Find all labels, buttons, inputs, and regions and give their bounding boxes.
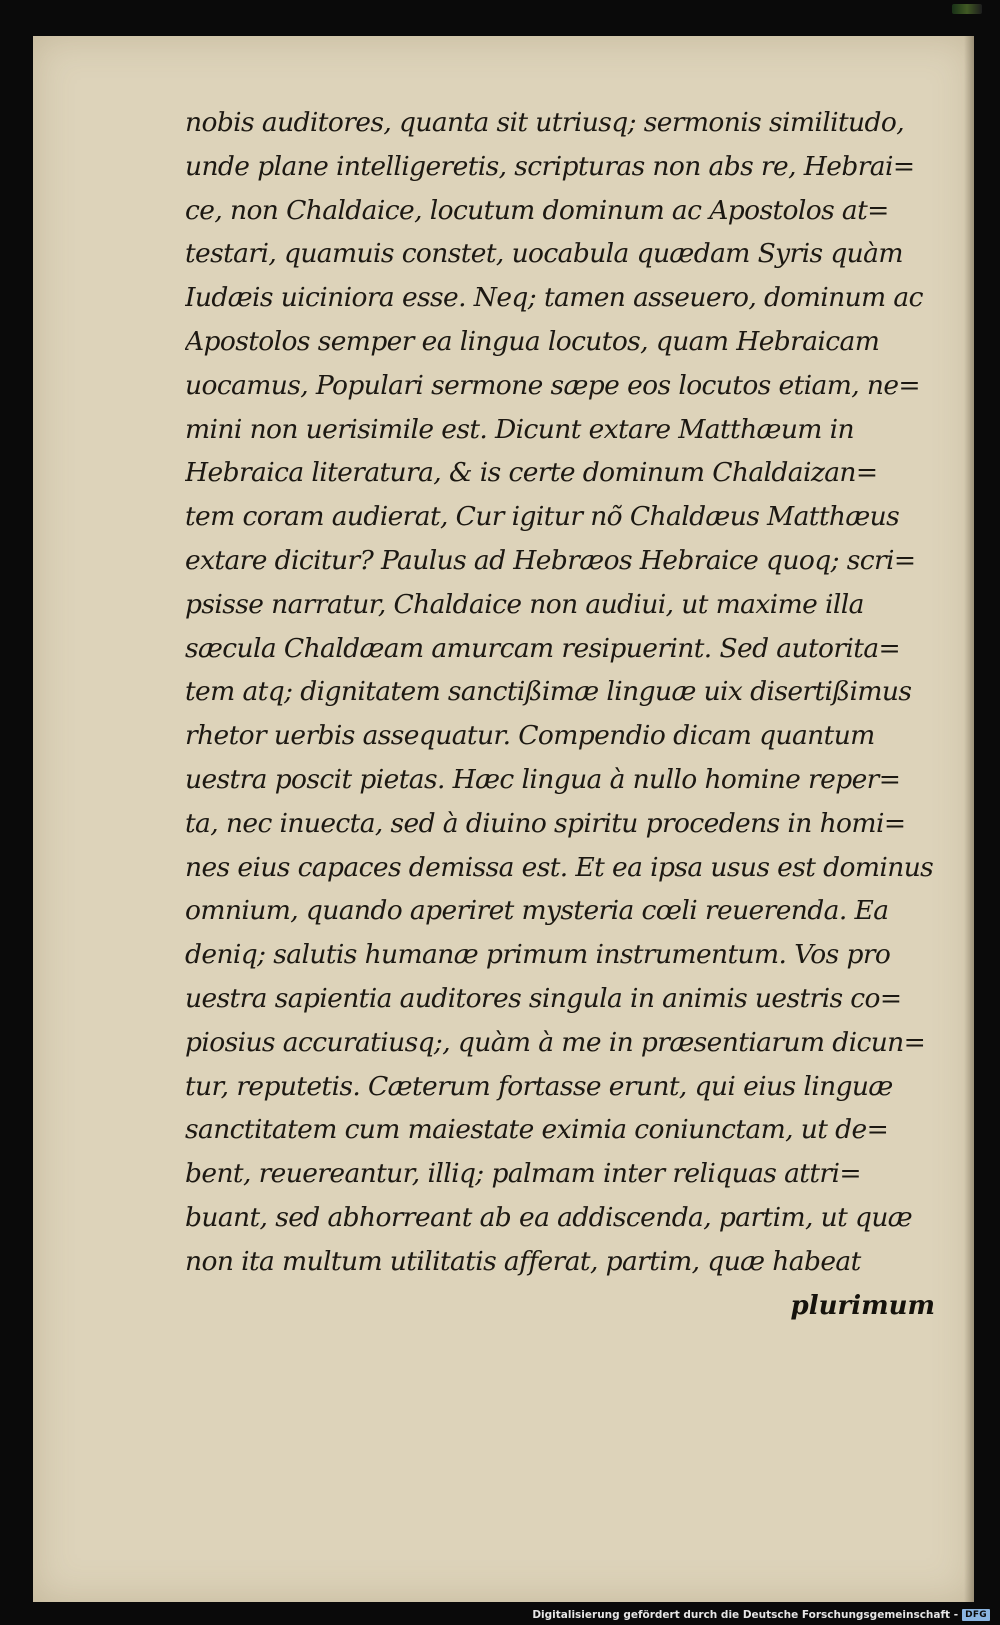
footer-credit-text: Digitalisierung gefördert durch die Deutsche Forschungsgemeinschaft -	[532, 1609, 959, 1621]
page-text-block	[185, 101, 945, 1328]
text-line: non ita multum utilitatis afferat, partim, quæ habeat	[185, 1245, 861, 1277]
text-line: buant, sed abhorreant ab ea addiscenda, partim, ut quæ	[185, 1201, 913, 1233]
catchword: plurimum	[790, 1290, 935, 1321]
digitization-footer	[532, 1609, 990, 1621]
text-line: ce, non Chaldaice, locutum dominum ac Apostolos at=	[185, 194, 889, 226]
text-line: nobis auditores, quanta sit utriusq; sermonis similitudo,	[185, 107, 905, 138]
text-line: extare dicitur? Paulus ad Hebræos Hebraice quoq; scri=	[185, 544, 916, 576]
text-line: nes eius capaces demissa est. Et ea ipsa usus est dominus	[185, 851, 934, 883]
text-line: bent, reuereantur, illiq; palmam inter reliquas attri=	[185, 1158, 861, 1190]
text-line: ta, nec inuecta, sed à diuino spiritu procedens in homi=	[185, 807, 906, 839]
text-line: testari, quamuis constet, uocabula quædam Syris quàm	[185, 238, 903, 270]
text-line: rhetor uerbis assequatur. Compendio dicam quantum	[185, 720, 875, 752]
text-line: omnium, quando aperiret mysteria cœli reuerenda. Ea	[185, 895, 889, 927]
color-calibration-mark	[952, 4, 982, 14]
text-line: Iudæis uiciniora esse. Neq; tamen asseuero, dominum ac	[185, 282, 923, 314]
page-edge-shadow	[964, 36, 974, 1602]
book-page	[33, 36, 974, 1602]
text-line: piosius accuratiusq;, quàm à me in præsentiarum dicun=	[185, 1026, 926, 1058]
text-line: tem coram audierat, Cur igitur nõ Chaldæus Matthæus	[185, 501, 900, 533]
text-line: deniq; salutis humanæ primum instrumentum. Vos pro	[185, 939, 891, 971]
text-line: Hebraica literatura, & is certe dominum Chaldaizan=	[185, 457, 878, 489]
text-line: unde plane intelligeretis, scripturas non abs re, Hebrai=	[185, 150, 915, 182]
dfg-logo-icon: DFG	[962, 1609, 990, 1621]
text-line: tem atq; dignitatem sanctißimæ linguæ uix disertißimus	[185, 676, 912, 708]
text-line: tur, reputetis. Cæterum fortasse erunt, qui eius linguæ	[185, 1070, 893, 1102]
text-line: sanctitatem cum maiestate eximia coniunctam, ut de=	[185, 1114, 889, 1146]
text-line: psisse narratur, Chaldaice non audiui, ut maxime illa	[185, 588, 864, 620]
text-line: mini non uerisimile est. Dicunt extare Matthæum in	[185, 413, 855, 445]
text-line: uocamus, Populari sermone sæpe eos locutos etiam, ne=	[185, 369, 921, 401]
text-line: uestra poscit pietas. Hæc lingua à nullo homine reper=	[185, 763, 901, 795]
text-line: Apostolos semper ea lingua locutos, quam Hebraicam	[185, 325, 880, 357]
text-line: uestra sapientia auditores singula in animis uestris co=	[185, 982, 902, 1014]
text-line: sæcula Chaldæam amurcam resipuerint. Sed autorita=	[185, 632, 901, 664]
